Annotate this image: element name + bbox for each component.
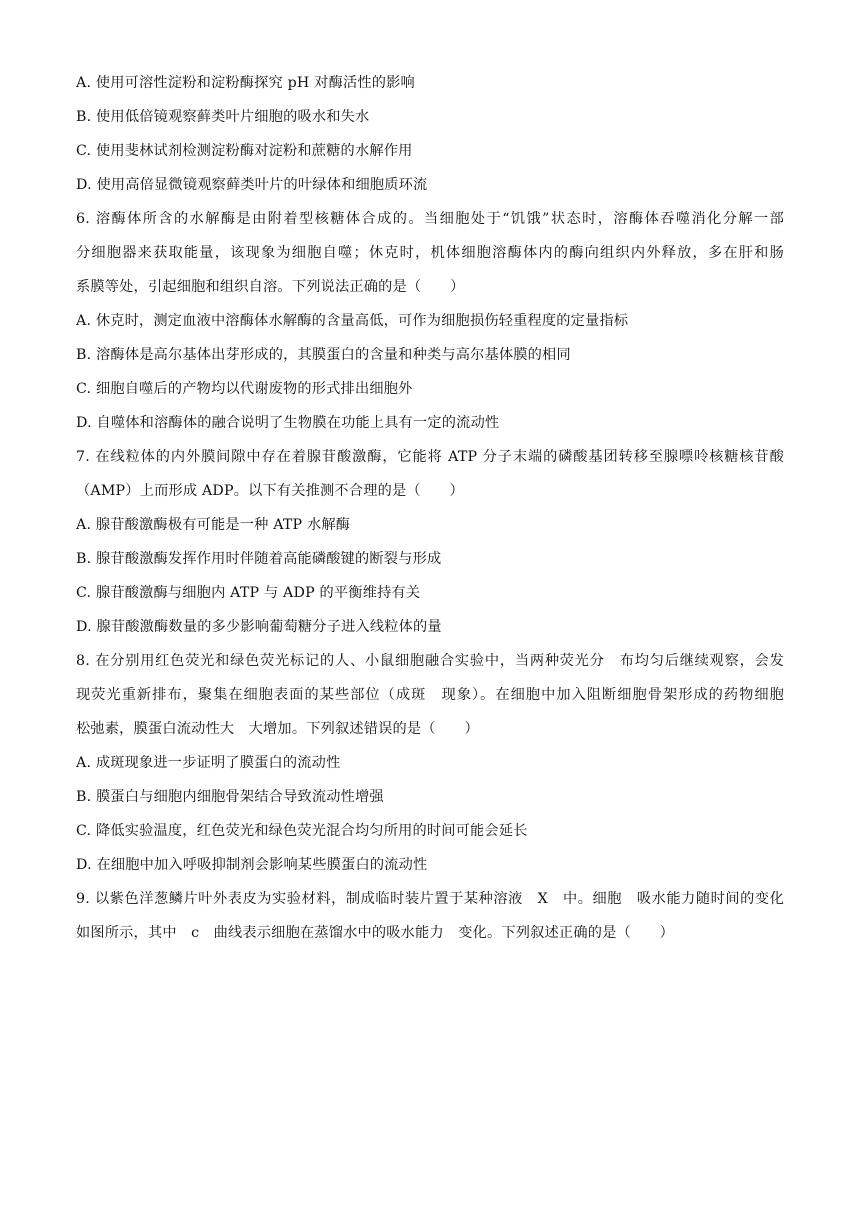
q8-option-a: A. 成斑现象进一步证明了膜蛋白的流动性 (76, 755, 341, 771)
q8-stem-line-2: 现荧光重新排布，聚集在细胞表面的某些部位（成斑 现象）。在细胞中加入阻断细胞骨架形成的药物细胞 (76, 687, 784, 703)
q7-option-d: D. 腺苷酸激酶数量的多少影响葡萄糖分子进入线粒体的量 (76, 619, 442, 635)
q6-stem-line-1: 6. 溶酶体所含的水解酶是由附着型核糖体合成的。当细胞处于“饥饿”状态时，溶酶体吞噬消化分解一部 (76, 211, 784, 227)
q7-option-b: B. 腺苷酸激酶发挥作用时伴随着高能磷酸键的断裂与形成 (76, 551, 442, 567)
q9-stem-line-2: 如图所示，其中 c 曲线表示细胞在蒸馏水中的吸水能力 变化。下列叙述正确的是（ ） (76, 925, 675, 941)
q6-option-d: D. 自噬体和溶酶体的融合说明了生物膜在功能上具有一定的流动性 (76, 415, 500, 431)
question-6 (76, 202, 784, 440)
q5-option-d: D. 使用高倍显微镜观察藓类叶片的叶绿体和细胞质环流 (76, 177, 428, 193)
q8-option-c: C. 降低实验温度，红色荧光和绿色荧光混合均匀所用的时间可能会延长 (76, 823, 528, 839)
q8-stem-line-3: 松弛素，膜蛋白流动性大 大增加。下列叙述错误的是（ ） (76, 721, 479, 737)
q7-stem-line-1: 7. 在线粒体的内外膜间隙中存在着腺苷酸激酶，它能将 ATP 分子末端的磷酸基团转移至腺嘌呤核糖核苷酸 (76, 449, 784, 465)
q8-option-d: D. 在细胞中加入呼吸抑制剂会影响某些膜蛋白的流动性 (76, 857, 428, 873)
q8-stem-line-1: 8. 在分别用红色荧光和绿色荧光标记的人、小鼠细胞融合实验中，当两种荧光分 布均匀后继续观察，会发 (76, 653, 784, 669)
q5-option-b: B. 使用低倍镜观察藓类叶片细胞的吸水和失水 (76, 109, 370, 125)
q6-option-b: B. 溶酶体是高尔基体出芽形成的，其膜蛋白的含量和种类与高尔基体膜的相同 (76, 347, 571, 363)
q6-stem-line-2: 分细胞器来获取能量，该现象为细胞自噬；休克时，机体细胞溶酶体内的酶向组织内外释放，多在肝和肠 (76, 245, 784, 261)
q6-stem-line-3: 系膜等处，引起细胞和组织自溶。下列说法正确的是（ ） (76, 279, 465, 295)
q5-option-a: A. 使用可溶性淀粉和淀粉酶探究 pH 对酶活性的影响 (76, 75, 415, 91)
q7-option-c: C. 腺苷酸激酶与细胞内 ATP 与 ADP 的平衡维持有关 (76, 585, 421, 601)
question-9 (76, 882, 784, 950)
q6-option-a: A. 休克时，测定血液中溶酶体水解酶的含量高低，可作为细胞损伤轻重程度的定量指标 (76, 313, 629, 329)
question-7 (76, 440, 784, 644)
q9-stem-line-1: 9. 以紫色洋葱鳞片叶外表皮为实验材料，制成临时装片置于某种溶液 X 中。细胞 吸水能力随时间的变化 (76, 891, 784, 907)
question-8 (76, 644, 784, 882)
q7-stem-line-2: （AMP）上而形成 ADP。以下有关推测不合理的是（ ） (76, 483, 464, 499)
exam-page (76, 66, 784, 950)
q7-option-a: A. 腺苷酸激酶极有可能是一种 ATP 水解酶 (76, 517, 351, 533)
q5-option-c: C. 使用斐林试剂检测淀粉酶对淀粉和蔗糖的水解作用 (76, 143, 413, 159)
q6-option-c: C. 细胞自噬后的产物均以代谢废物的形式排出细胞外 (76, 381, 413, 397)
q8-option-b: B. 膜蛋白与细胞内细胞骨架结合导致流动性增强 (76, 789, 384, 805)
question-5-options (76, 66, 784, 202)
